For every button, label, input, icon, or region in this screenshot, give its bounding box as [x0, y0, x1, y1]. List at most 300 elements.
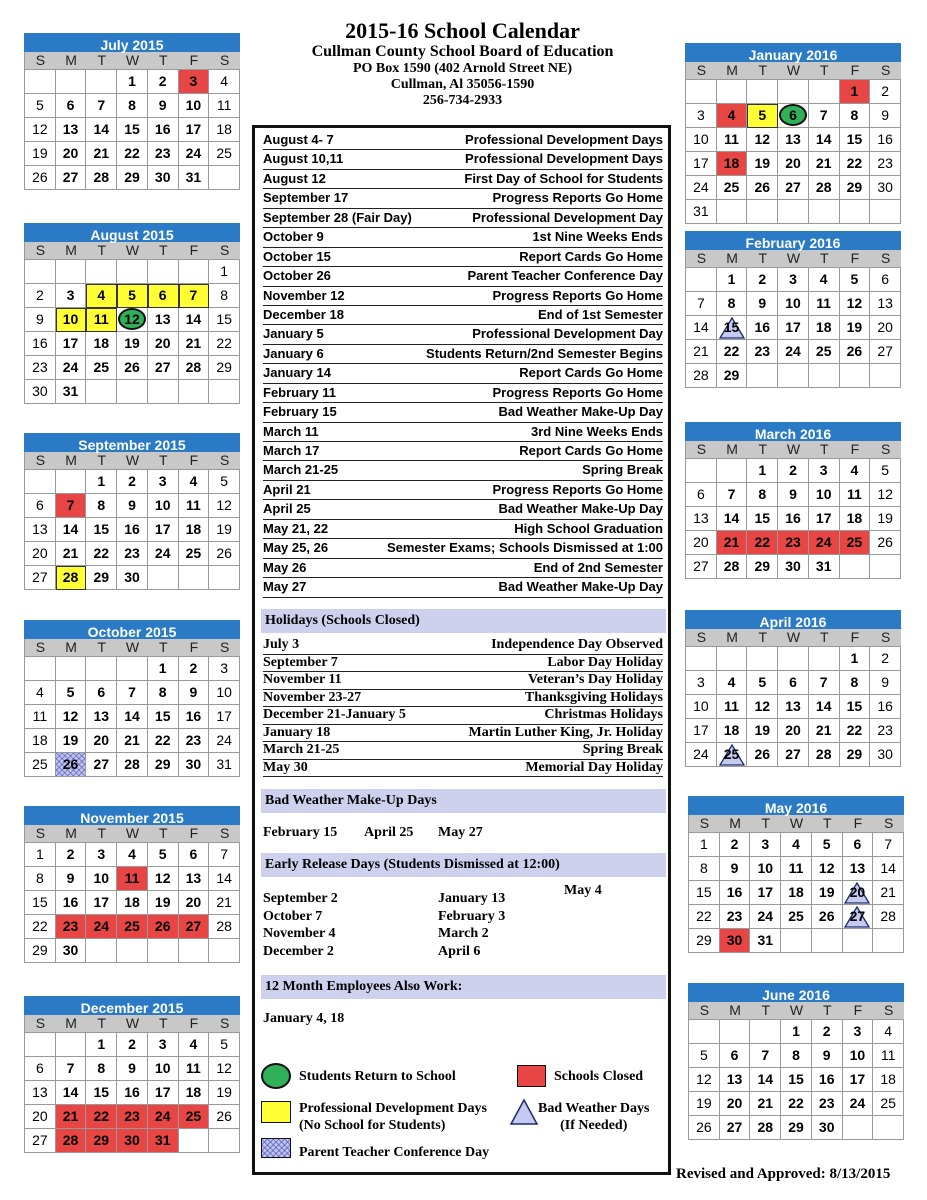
day-cell: 20	[870, 316, 901, 340]
empty-day-cell	[717, 200, 748, 224]
month-title: June 2016	[688, 983, 904, 1002]
event-description: Report Cards Go Home	[519, 248, 663, 264]
day-cell: 7	[86, 94, 117, 118]
day-cell: 30	[778, 555, 809, 579]
day-cell: 29	[209, 356, 240, 380]
day-cell: 4	[873, 1020, 904, 1044]
event-date: March 17	[263, 443, 320, 458]
day-cell: 3	[686, 104, 717, 128]
day-cell: 1	[25, 843, 56, 867]
weekday-label: F	[853, 1002, 863, 1018]
day-cell: 3	[148, 470, 179, 494]
day-cell: 8	[86, 494, 117, 518]
empty-day-cell	[179, 1129, 210, 1153]
day-grid	[24, 1032, 240, 1153]
day-cell: 17	[209, 705, 240, 729]
day-cell: 31	[209, 753, 240, 777]
day-cell: 1	[148, 657, 179, 681]
event-date: May 27	[263, 579, 307, 595]
legend-students-return: Students Return to School	[299, 1069, 456, 1084]
day-cell: 26	[209, 542, 240, 566]
day-cell: 25	[717, 176, 748, 200]
day-cell: 1	[840, 80, 871, 104]
day-cell: 12	[148, 867, 179, 891]
day-cell: 20	[720, 1092, 751, 1116]
empty-day-cell	[209, 939, 240, 963]
day-cell: 14	[686, 316, 717, 340]
month-june-2016	[688, 983, 904, 1140]
day-cell: 3	[686, 671, 717, 695]
day-cell	[117, 308, 148, 332]
weekday-label: S	[699, 815, 710, 831]
day-cell: 17	[686, 719, 717, 743]
day-cell: 21	[179, 332, 210, 356]
day-cell: 13	[25, 1081, 56, 1105]
twelve-month-days: January 4, 18	[263, 1011, 345, 1026]
early-release-day: May 4	[564, 883, 602, 898]
empty-day-cell	[843, 929, 874, 953]
event-date: October 9	[263, 229, 324, 245]
day-cell: 9	[778, 483, 809, 507]
day-cell: 2	[148, 70, 179, 94]
day-cell: 10	[56, 308, 87, 332]
day-cell: 9	[747, 292, 778, 316]
day-cell: 18	[840, 507, 871, 531]
empty-day-cell	[25, 470, 56, 494]
day-grid	[688, 832, 904, 953]
weekday-label: M	[729, 1002, 741, 1018]
empty-day-cell	[117, 260, 148, 284]
month-march-2016	[685, 422, 901, 579]
day-cell: 22	[781, 1092, 812, 1116]
day-cell: 17	[148, 518, 179, 542]
twelve-month-heading: 12 Month Employees Also Work:	[261, 975, 666, 999]
empty-day-cell	[747, 80, 778, 104]
weekday-label: T	[158, 452, 168, 468]
day-cell: 16	[720, 881, 751, 905]
weekday-label: S	[35, 639, 46, 655]
day-cell: 2	[56, 843, 87, 867]
calendar-header	[260, 18, 665, 109]
empty-day-cell	[86, 260, 117, 284]
weekday-label: S	[881, 62, 891, 78]
weekday-label: M	[65, 1015, 77, 1031]
weekday-label: F	[189, 452, 199, 468]
event-description: Report Cards Go Home	[519, 365, 663, 381]
day-cell: 10	[86, 867, 117, 891]
legend-schools-closed: Schools Closed	[554, 1069, 644, 1084]
day-cell: 24	[209, 729, 240, 753]
day-cell: 28	[717, 555, 748, 579]
empty-day-cell	[747, 364, 778, 388]
empty-day-cell	[717, 647, 748, 671]
day-cell: 18	[117, 891, 148, 915]
empty-day-cell	[686, 647, 717, 671]
weekday-label: T	[97, 52, 107, 68]
weekday-header	[24, 825, 240, 842]
day-cell: 7	[117, 681, 148, 705]
day-cell: 17	[86, 891, 117, 915]
day-cell: 13	[870, 292, 901, 316]
empty-day-cell	[870, 555, 901, 579]
day-cell: 18	[179, 1081, 210, 1105]
legend-bw-line-2: (If Needed)	[560, 1118, 628, 1133]
weekday-label: T	[822, 815, 832, 831]
day-cell: 17	[179, 118, 210, 142]
event-row	[263, 325, 663, 344]
month-september-2015	[24, 433, 240, 590]
month-may-2016	[688, 796, 904, 953]
day-cell: 29	[689, 929, 720, 953]
day-cell: 31	[148, 1129, 179, 1153]
day-cell: 5	[747, 104, 778, 128]
day-cell: 6	[720, 1044, 751, 1068]
day-cell: 4	[717, 104, 748, 128]
day-cell: 1	[117, 70, 148, 94]
day-cell: 10	[148, 494, 179, 518]
day-cell	[717, 316, 748, 340]
day-cell: 29	[117, 166, 148, 190]
day-cell: 27	[778, 743, 809, 767]
day-cell: 2	[870, 80, 901, 104]
day-cell: 15	[781, 1068, 812, 1092]
event-date: May 26	[263, 559, 307, 575]
day-cell: 8	[747, 483, 778, 507]
weekday-label: T	[97, 452, 107, 468]
weekday-label: S	[35, 242, 46, 258]
day-cell: 8	[86, 1057, 117, 1081]
day-cell: 14	[86, 118, 117, 142]
day-cell: 23	[720, 905, 751, 929]
day-cell: 6	[870, 268, 901, 292]
event-description: High School Graduation	[514, 520, 663, 536]
day-grid	[24, 842, 240, 963]
day-grid	[688, 1019, 904, 1140]
day-cell: 4	[809, 268, 840, 292]
weekday-label: W	[786, 250, 801, 266]
weekday-label: W	[125, 639, 140, 655]
day-cell: 13	[86, 705, 117, 729]
weekday-label: T	[819, 250, 829, 266]
day-cell: 12	[840, 292, 871, 316]
day-cell: 8	[717, 292, 748, 316]
day-cell: 26	[747, 176, 778, 200]
day-cell: 15	[117, 118, 148, 142]
day-cell: 6	[843, 833, 874, 857]
event-description: First Day of School for Students	[464, 170, 663, 186]
weekday-label: T	[761, 815, 771, 831]
day-cell: 19	[747, 152, 778, 176]
day-cell: 22	[148, 729, 179, 753]
day-cell: 5	[56, 681, 87, 705]
event-row	[263, 267, 663, 286]
event-description: Progress Reports Go Home	[492, 384, 663, 400]
day-cell: 20	[25, 1105, 56, 1129]
day-cell: 16	[56, 891, 87, 915]
day-cell: 26	[812, 905, 843, 929]
day-cell: 15	[840, 695, 871, 719]
weekday-label: S	[881, 250, 891, 266]
event-row	[263, 539, 663, 558]
day-cell: 13	[778, 695, 809, 719]
event-row	[263, 131, 663, 150]
day-cell: 12	[209, 1057, 240, 1081]
holiday-row	[263, 655, 663, 673]
day-cell: 3	[179, 70, 210, 94]
day-cell: 26	[148, 915, 179, 939]
day-cell: 8	[840, 104, 871, 128]
month-title: January 2016	[685, 43, 901, 62]
day-cell: 28	[179, 356, 210, 380]
holidays-heading: Holidays (Schools Closed)	[261, 609, 666, 633]
day-cell: 5	[840, 268, 871, 292]
day-cell: 10	[686, 128, 717, 152]
weekday-label: M	[65, 52, 77, 68]
empty-day-cell	[778, 364, 809, 388]
day-cell: 8	[148, 681, 179, 705]
empty-day-cell	[148, 566, 179, 590]
event-date: May 25, 26	[263, 540, 329, 556]
day-cell: 18	[179, 518, 210, 542]
weekday-label: F	[189, 639, 199, 655]
weekday-label: W	[786, 62, 801, 78]
early-release-heading: Early Release Days (Students Dismissed at 12:00)	[261, 853, 666, 877]
day-cell: 9	[870, 104, 901, 128]
day-cell: 16	[870, 695, 901, 719]
day-cell: 21	[809, 152, 840, 176]
day-cell: 8	[781, 1044, 812, 1068]
event-row	[263, 150, 663, 169]
day-cell: 6	[25, 494, 56, 518]
holiday-date: November 23-27	[263, 689, 362, 705]
event-description: Professional Development Day	[472, 326, 663, 342]
day-cell: 27	[148, 356, 179, 380]
empty-day-cell	[717, 459, 748, 483]
event-description: Bad Weather Make-Up Day	[498, 501, 663, 517]
day-cell: 28	[117, 753, 148, 777]
day-number: 27	[849, 908, 866, 924]
event-description: Professional Development Days	[465, 132, 663, 147]
day-cell: 29	[86, 566, 117, 590]
empty-day-cell	[840, 200, 871, 224]
weekday-label: S	[696, 250, 707, 266]
weekday-label: W	[789, 1002, 804, 1018]
weekday-label: M	[65, 639, 77, 655]
day-cell: 3	[148, 1033, 179, 1057]
month-title: November 2015	[24, 806, 240, 825]
day-cell: 28	[56, 566, 87, 590]
day-cell: 14	[809, 128, 840, 152]
weekday-label: W	[786, 629, 801, 645]
event-description: Professional Development Day	[472, 209, 663, 225]
day-cell: 11	[840, 483, 871, 507]
day-cell: 10	[750, 857, 781, 881]
event-date: August 10,11	[263, 151, 344, 167]
day-cell: 27	[179, 915, 210, 939]
day-cell: 26	[25, 166, 56, 190]
day-cell: 8	[689, 857, 720, 881]
event-date: April 25	[263, 501, 311, 517]
day-cell: 28	[686, 364, 717, 388]
event-row	[263, 287, 663, 306]
event-date: May 21, 22	[263, 520, 329, 536]
red-square-swatch	[517, 1065, 546, 1087]
event-description: Professional Development Days	[465, 151, 663, 167]
day-cell: 10	[179, 94, 210, 118]
weekday-label: F	[189, 825, 199, 841]
day-cell: 5	[148, 843, 179, 867]
weekday-label: F	[850, 441, 860, 457]
day-cell: 5	[117, 284, 148, 308]
empty-day-cell	[812, 929, 843, 953]
day-cell: 23	[747, 340, 778, 364]
day-cell: 19	[689, 1092, 720, 1116]
weekday-label: W	[125, 452, 140, 468]
event-description: Semester Exams; Schools Dismissed at 1:00	[386, 540, 663, 556]
event-date: August 4- 7	[263, 132, 334, 147]
empty-day-cell	[209, 1129, 240, 1153]
day-cell: 2	[870, 647, 901, 671]
weekday-label: T	[158, 52, 168, 68]
weekday-label: T	[158, 242, 168, 258]
weekday-label: W	[125, 242, 140, 258]
month-title: April 2016	[685, 610, 901, 629]
event-row	[263, 520, 663, 539]
day-cell: 24	[778, 340, 809, 364]
day-cell: 16	[117, 518, 148, 542]
day-cell: 24	[809, 531, 840, 555]
day-cell: 18	[25, 729, 56, 753]
day-cell: 28	[209, 915, 240, 939]
empty-day-cell	[148, 380, 179, 404]
day-cell: 30	[720, 929, 751, 953]
day-cell: 4	[781, 833, 812, 857]
holiday-description: Christmas Holidays	[544, 707, 663, 722]
day-cell: 21	[717, 531, 748, 555]
weekday-label: M	[726, 629, 738, 645]
weekday-label: F	[853, 815, 863, 831]
bad-weather-day: April 25	[364, 825, 414, 840]
day-cell: 19	[812, 881, 843, 905]
day-cell: 14	[117, 705, 148, 729]
day-cell: 31	[750, 929, 781, 953]
empty-day-cell	[720, 1020, 751, 1044]
event-description: Parent Teacher Conference Day	[467, 268, 663, 284]
weekday-label: T	[158, 1015, 168, 1031]
day-cell: 23	[179, 729, 210, 753]
day-cell: 23	[148, 142, 179, 166]
day-cell: 19	[870, 507, 901, 531]
day-cell: 25	[179, 542, 210, 566]
holiday-row	[263, 742, 663, 760]
day-cell: 14	[56, 518, 87, 542]
weekday-label: S	[220, 825, 230, 841]
day-cell: 26	[117, 356, 148, 380]
event-date: September 17	[263, 190, 349, 206]
day-cell: 2	[812, 1020, 843, 1044]
weekday-label: T	[819, 629, 829, 645]
day-cell: 18	[717, 152, 748, 176]
day-cell: 20	[56, 142, 87, 166]
day-cell: 21	[750, 1092, 781, 1116]
day-cell: 4	[117, 843, 148, 867]
day-grid	[685, 267, 901, 388]
holiday-row	[263, 760, 663, 778]
day-cell: 6	[86, 681, 117, 705]
day-cell: 28	[809, 176, 840, 200]
day-cell: 7	[209, 843, 240, 867]
weekday-label: S	[35, 825, 46, 841]
day-cell: 14	[179, 308, 210, 332]
empty-day-cell	[25, 260, 56, 284]
address-line-1: PO Box 1590 (402 Arnold Street NE)	[352, 61, 573, 76]
weekday-label: S	[35, 1015, 46, 1031]
day-cell: 19	[840, 316, 871, 340]
legend-parent-teacher: Parent Teacher Conference Day	[299, 1145, 490, 1160]
empty-day-cell	[778, 80, 809, 104]
day-cell: 21	[209, 891, 240, 915]
day-cell: 22	[840, 152, 871, 176]
day-cell: 25	[25, 753, 56, 777]
empty-day-cell	[750, 1020, 781, 1044]
weekday-label: F	[850, 62, 860, 78]
event-description: Spring Break	[582, 462, 663, 478]
empty-day-cell	[56, 260, 87, 284]
empty-day-cell	[809, 364, 840, 388]
day-cell: 16	[812, 1068, 843, 1092]
month-january-2016	[685, 43, 901, 224]
day-cell: 7	[179, 284, 210, 308]
day-cell: 11	[179, 1057, 210, 1081]
day-cell: 10	[778, 292, 809, 316]
day-cell: 23	[870, 719, 901, 743]
early-release-day: February 3	[438, 908, 506, 924]
day-cell: 8	[25, 867, 56, 891]
early-release-day: January 13	[438, 891, 506, 906]
day-cell: 25	[117, 915, 148, 939]
empty-day-cell	[179, 566, 210, 590]
day-cell: 5	[209, 1033, 240, 1057]
day-cell: 15	[209, 308, 240, 332]
month-title: July 2015	[24, 33, 240, 52]
day-cell: 27	[25, 1129, 56, 1153]
day-cell: 27	[25, 566, 56, 590]
weekday-label: T	[822, 1002, 832, 1018]
day-cell: 21	[873, 881, 904, 905]
day-cell: 13	[843, 857, 874, 881]
day-cell: 18	[873, 1068, 904, 1092]
green-circle-swatch	[260, 1062, 292, 1090]
day-cell: 2	[778, 459, 809, 483]
day-cell: 21	[809, 719, 840, 743]
weekday-header	[685, 62, 901, 79]
day-cell: 29	[747, 555, 778, 579]
weekday-label: F	[189, 52, 199, 68]
weekday-header	[685, 250, 901, 267]
day-cell: 3	[809, 459, 840, 483]
day-cell: 20	[86, 729, 117, 753]
day-cell: 17	[843, 1068, 874, 1092]
event-description: Bad Weather Make-Up Day	[498, 404, 663, 420]
empty-day-cell	[809, 80, 840, 104]
empty-day-cell	[179, 939, 210, 963]
empty-day-cell	[689, 1020, 720, 1044]
event-date: October 15	[263, 248, 331, 264]
day-cell: 17	[686, 152, 717, 176]
weekday-label: W	[125, 825, 140, 841]
weekday-label: M	[65, 242, 77, 258]
day-cell: 28	[809, 743, 840, 767]
